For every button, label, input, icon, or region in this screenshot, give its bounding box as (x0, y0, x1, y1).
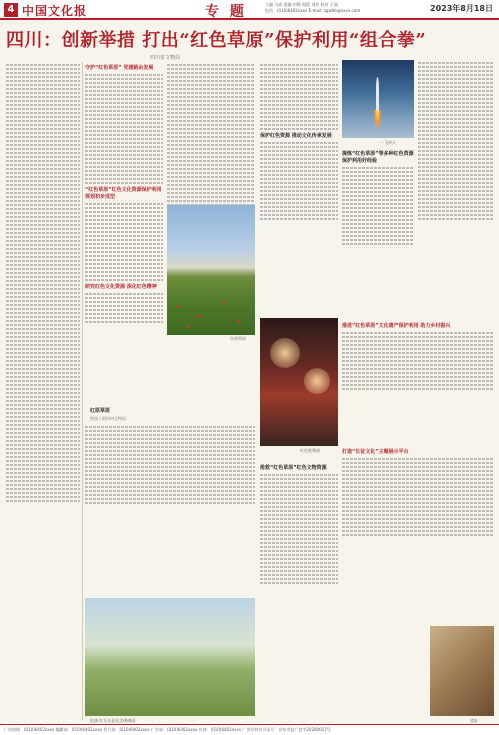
stage-photo (260, 318, 338, 446)
rocket-photo (342, 60, 414, 138)
masthead (0, 0, 499, 20)
rocket-photo-caption: 一飞冲天 (380, 140, 396, 145)
page-number: 4 (4, 3, 18, 17)
column-rule (82, 62, 83, 720)
stage-photo-caption: 红色歌舞剧 (300, 448, 320, 453)
page-footer: 广告热线：(010)6402xxxx 编辑部：(010)6402xxxx 发行部：(010)6402xxxx 广告部：(010)6402xxxx 传真：(010)6402xxxx 广告经营许可证号：京东市监广登字20200017号 (0, 724, 499, 735)
article-column-4 (260, 62, 338, 312)
article-column-7 (342, 320, 494, 440)
memorial-garden-photo (85, 598, 255, 716)
article-column-6 (418, 60, 494, 318)
rocket-flame (374, 110, 380, 129)
article-column-9 (342, 446, 494, 622)
page-headline: 四川：创新举措 打出“红色草原”保护利用“组合拳” (6, 30, 427, 51)
article-column-8 (260, 462, 338, 716)
subhead-5: 提炼“红色草原”等多种红色资源保护利用好经验 (342, 151, 414, 164)
contact-line: 电话：(010)6402xxxx E-mail: zgwhb@xxxx.com (265, 8, 361, 13)
paper-name: 中国文化报 (22, 4, 88, 18)
section-label: 专 题 (205, 4, 247, 20)
subhead-6: 推进“红色草原”文化遗产保护利用 助力乡村振兴 (342, 323, 451, 329)
byline: 四川省文物局 (150, 55, 181, 61)
subhead-3: 研究红色文化资源 深化红色精神 (85, 284, 157, 290)
memorial-garden-caption: 松潘 红军长征纪念碑碑园 (90, 718, 136, 723)
subhead-7: 抢救“红色草原”红色文物资源 (260, 465, 327, 471)
inset-box-credit: 供图 / 阿坝州文物局 (90, 416, 126, 421)
issue-date: 2023年8月18日 (430, 4, 493, 13)
grassland-photo-caption: 红原草原 (230, 336, 246, 341)
subhead-4: 保护红色资源 推动文化传承发展 (260, 133, 332, 139)
corner-photo-caption: 遗址 (470, 718, 478, 723)
rocket-shape (376, 77, 380, 110)
editors-line: 主编 马成 责编 何辉 组版 刘宏 校对 王丽 (265, 2, 338, 7)
corner-photo (430, 626, 494, 716)
article-column-5 (342, 148, 414, 318)
inset-box-title: 红原草原 (90, 408, 111, 414)
subhead-1: 守护“红色草原” 党建路由发展 (85, 65, 154, 71)
subhead-2: “红色草原”红色文化资源保护利用规划初步成型 (85, 187, 162, 200)
grassland-photo (167, 205, 255, 335)
editors-info (265, 2, 360, 14)
article-column-2-lower (85, 424, 255, 599)
article-column-2 (85, 62, 163, 352)
article-column-1 (6, 62, 80, 720)
subhead-8: 打造“长征文化”主题展示平台 (342, 449, 409, 455)
